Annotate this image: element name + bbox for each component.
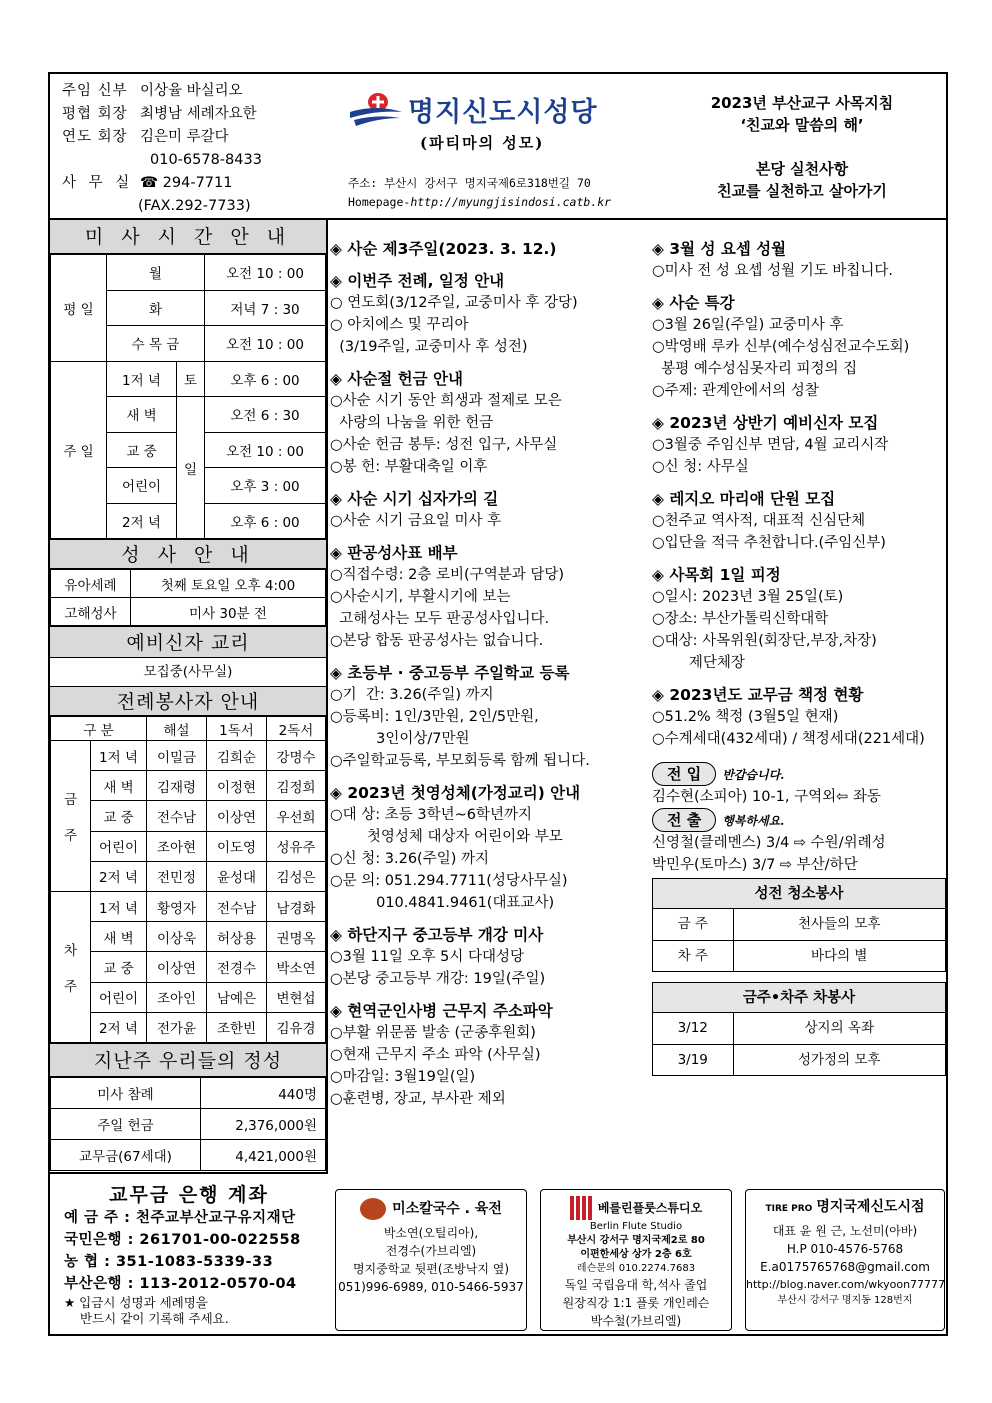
ad-line: 독일 국립음대 학,석사 졸업 [564, 1278, 708, 1292]
right-column [652, 236, 946, 1076]
news-heading: ◈ 사목회 1일 피정 [652, 566, 781, 584]
news-line: ○사순시기, 부활시기에 보는 [330, 589, 511, 605]
servers-name: 전민정 [147, 861, 207, 891]
news-line: 첫영성체 대상자 어린이와 부모 [330, 829, 563, 845]
cleaning-box [652, 878, 946, 972]
news-heading: ◈ 2023년도 교무금 책정 현황 [652, 686, 864, 704]
servers-name: 허상용 [207, 922, 267, 952]
move-out-greeting: 행복하세요. [722, 814, 785, 828]
mass-time: 오후 6 : 00 [205, 361, 326, 397]
news-line: 010.4841.9461(대표교사) [330, 895, 555, 911]
sacrament-name: 유아세례 [51, 570, 131, 598]
mass-day: 월 [107, 255, 205, 291]
servers-name: 강명수 [267, 741, 326, 771]
offering-value: 2,376,000원 [201, 1108, 326, 1139]
news-heading: ◈ 현역군인사병 근무지 주소파악 [330, 1002, 553, 1020]
news-line: ○봉 헌: 부활대축일 이후 [330, 459, 488, 475]
news-heading: ◈ 하단지구 중고등부 개강 미사 [330, 926, 544, 944]
bank-account-box [50, 1172, 328, 1336]
offering-value: 4,421,000원 [201, 1139, 326, 1170]
move-in [652, 762, 946, 808]
news-line: ○문 의: 051.294.7711(성당사무실) [330, 873, 568, 889]
ad-line: 부산시 강서구 명지동 128번지 [777, 1295, 913, 1306]
servers-name: 전가윤 [147, 1012, 207, 1042]
servers-week-label: 차 주 [51, 891, 91, 1042]
left-column [50, 220, 328, 1172]
news-line: ○사순 헌금 봉투: 성전 입구, 사무실 [330, 437, 558, 453]
ad-line: 부산시 강서구 명지국제2로 80 [567, 1235, 705, 1246]
ad-sub: Berlin Flute Studio [589, 1221, 683, 1232]
news-line: ○3월 26일(주일) 교중미사 후 [652, 317, 844, 333]
cleaning-group: 바다의 별 [733, 940, 945, 971]
news-line: ○미사 전 성 요셉 성월 기도 바칩니다. [652, 263, 894, 279]
servers-name: 권명옥 [267, 922, 326, 952]
news-line: 제단체장 [652, 655, 745, 671]
mass-times-title: 미 사 시 간 안 내 [50, 220, 326, 254]
ad-line: E.a0175765768@gmail.com [760, 1260, 930, 1274]
staff-info [62, 80, 262, 218]
news-line: ○3월 11일 오후 5시 다대성당 [330, 949, 525, 965]
ads-row [335, 1189, 946, 1335]
servers-name: 전수남 [147, 801, 207, 831]
servers-table [50, 716, 326, 1043]
tea-date: 3/12 [653, 1013, 733, 1044]
news-line: ○입단을 적극 추천합니다.(주임신부) [652, 535, 886, 551]
news-line: ○수계세대(432세대) / 책정세대(221세대) [652, 731, 925, 747]
tea-table [653, 1013, 945, 1075]
catechumen-title: 예비신자 교리 [50, 626, 326, 658]
servers-name: 조한빈 [207, 1012, 267, 1042]
bank-note: 반드시 같이 기록해 주세요. [80, 1311, 229, 1326]
staff-label: 연도 회장 [62, 129, 128, 145]
ad-line: 전경수(가브리엘) [385, 1244, 477, 1258]
news-line: ○신 청: 사무실 [652, 459, 749, 475]
parish-patron: (파티마의 성모) [420, 134, 545, 152]
news-line: ○주제: 관계안에서의 성찰 [652, 383, 819, 399]
news-heading: ◈ 초등부 · 중고등부 주일학교 등록 [330, 664, 570, 682]
news-line: ○사순 시기 금요일 미사 후 [330, 513, 502, 529]
news-heading: ◈ 사순 시기 십자가의 길 [330, 490, 499, 508]
news-line: (3/19주일, 교중미사 후 성전) [330, 339, 528, 355]
servers-name: 김유경 [267, 1012, 326, 1042]
ad-line: H.P 010-4576-5768 [786, 1242, 904, 1256]
offering-label: 주일 헌금 [51, 1108, 201, 1139]
saturday-mark: 토 [177, 361, 205, 397]
news-line: ○본당 합동 판공성사는 없습니다. [330, 633, 544, 649]
mass-time: 오전 6 : 30 [205, 397, 326, 433]
servers-name: 김재령 [147, 771, 207, 801]
news-line: 고해성사는 모두 판공성사입니다. [330, 611, 550, 627]
news-line: ○박영배 루카 신부(예수성심전교수도회) [652, 339, 910, 355]
news-line: 사랑의 나눔을 위한 헌금 [330, 415, 494, 431]
offering-label: 미사 참례 [51, 1077, 201, 1108]
servers-name: 황영자 [147, 891, 207, 921]
ad-line: http://blog.naver.com/wkyoon77777 [746, 1278, 946, 1291]
sacrament-table [50, 569, 326, 626]
servers-mass: 교 중 [91, 801, 147, 831]
ad-line: 051)996-6989, 010-5466-5937 [338, 1280, 524, 1294]
servers-name: 이상연 [207, 801, 267, 831]
ad-line: 박수철(가브리엘) [590, 1314, 682, 1328]
news-line: ○일시: 2023년 3월 25일(토) [652, 589, 844, 605]
servers-name: 이상연 [147, 952, 207, 982]
servers-header: 2독서 [267, 717, 326, 741]
move-out-entry: 신영철(클레멘스) 3/4 ⇨ 수원/위례성 [652, 835, 886, 851]
servers-name: 조아현 [147, 831, 207, 861]
servers-mass: 새 벽 [91, 922, 147, 952]
sacrament-title: 성 사 안 내 [50, 539, 326, 569]
ad-line: 명지중학교 뒷편(조방낙지 옆) [352, 1262, 510, 1276]
ad-name: 미소칼국수 . 육전 [392, 1201, 502, 1217]
servers-name: 김정희 [267, 771, 326, 801]
servers-name: 윤성대 [207, 861, 267, 891]
ad-line: 대표 윤 원 근, 노선미(아바) [772, 1224, 918, 1238]
news-line: ○마감일: 3월19일(일) [330, 1069, 476, 1085]
parish-address: 주소: 부산시 강서구 명지국제6로318번길 70 [348, 176, 591, 190]
servers-mass: 어린이 [91, 831, 147, 861]
news-line: ○51.2% 책정 (3월5일 현재) [652, 709, 839, 725]
servers-mass: 2저 녁 [91, 1012, 147, 1042]
servers-name: 이정현 [207, 771, 267, 801]
news-line: ○주일학교등록, 부모회등록 함께 됩니다. [330, 753, 590, 769]
flute-logo-icon [570, 1196, 594, 1220]
news-line: ○직접수령: 2층 로비(구역분과 담당) [330, 567, 564, 583]
cleaning-group: 천사들의 모후 [733, 909, 945, 940]
pastoral-guideline [662, 92, 942, 202]
servers-name: 김성은 [267, 861, 326, 891]
news-line: ○본당 중고등부 개강: 19일(주일) [330, 971, 546, 987]
ad-noodle [335, 1189, 527, 1331]
servers-name: 성유주 [267, 831, 326, 861]
servers-week-label: 금 주 [51, 741, 91, 892]
servers-name: 남예은 [207, 982, 267, 1012]
staff-label: 주임 신부 [62, 83, 128, 99]
ad-flute [540, 1189, 732, 1331]
bank-line: 국민은행 : 261701-00-022558 [64, 1232, 301, 1248]
servers-mass: 어린이 [91, 982, 147, 1012]
tea-title: 금주•차주 차봉사 [653, 983, 945, 1013]
news-line: ○ 아치에스 및 꾸리아 [330, 317, 469, 333]
mass-slot: 교 중 [107, 432, 177, 468]
mass-time: 오전 10 : 00 [205, 326, 326, 362]
weekday-label: 평 일 [51, 255, 107, 362]
bank-line: 농 협 : 351-1083-5339-33 [64, 1254, 274, 1270]
servers-name: 변현섭 [267, 982, 326, 1012]
news-heading: ◈ 판공성사표 배부 [330, 544, 458, 562]
office-fax: (FAX.292-7733) [138, 198, 251, 214]
bank-line: 부산은행 : 113-2012-0570-04 [64, 1276, 297, 1292]
news-line: 3인이상/7만원 [330, 731, 470, 747]
mass-time: 오후 6 : 00 [205, 503, 326, 539]
news-line: ○사순 시기 동안 희생과 절제로 모은 [330, 393, 562, 409]
sunday-mark: 일 [177, 397, 205, 539]
mass-times-table [50, 254, 326, 539]
news-heading: ◈ 사순절 헌금 안내 [330, 370, 463, 388]
tea-group: 성가정의 모후 [733, 1044, 945, 1075]
staff-value: 김은미 루갈다 [140, 129, 229, 145]
move-in-greeting: 반갑습니다. [722, 768, 785, 782]
servers-mass: 새 벽 [91, 771, 147, 801]
news-line: ○대상: 사목위원(회장단,부장,차장) [652, 633, 877, 649]
servers-name: 이상욱 [147, 922, 207, 952]
middle-column [330, 236, 650, 1110]
servers-mass: 1저 녁 [91, 891, 147, 921]
servers-mass: 교 중 [91, 952, 147, 982]
servers-header: 구 분 [51, 717, 147, 741]
news-line: ○등록비: 1인/3만원, 2인/5만원, [330, 709, 539, 725]
office-phone: ☎ 294-7711 [140, 175, 233, 191]
news-line: ○ 연도회(3/12주일, 교중미사 후 강당) [330, 295, 578, 311]
news-line: ○현재 근무지 주소 파악 (사무실) [330, 1047, 541, 1063]
ad-line: 이편한세상 상가 2층 6호 [580, 1249, 692, 1260]
mass-time: 오전 10 : 00 [205, 432, 326, 468]
bank-title: 교무금 은행 계좌 [109, 1184, 269, 1206]
homepage-link[interactable]: http://myungjisindosi.catb.kr [410, 195, 612, 209]
offering-table [50, 1077, 326, 1171]
news-line: ○기 간: 3.26(주일) 까지 [330, 687, 494, 703]
mass-time: 저녁 7 : 30 [205, 290, 326, 326]
sunday-label: 주 일 [51, 361, 107, 539]
news-line: ○3월중 주임신부 면담, 4월 교리시작 [652, 437, 889, 453]
mass-time: 오후 3 : 00 [205, 468, 326, 504]
news-heading: ◈ 이번주 전례, 일정 안내 [330, 272, 505, 290]
news-line: 봉평 예수성심못자리 피정의 집 [652, 361, 858, 377]
news-line: ○장소: 부산가톨릭신학대학 [652, 611, 829, 627]
move-in-entry: 김수현(소피아) 10-1, 구역외⇦ 좌동 [652, 789, 881, 805]
guideline-theme: ‘친교와 말씀의 해’ [740, 116, 864, 134]
staff-phone: 010-6578-8433 [150, 152, 262, 168]
ad-name: 베를린플룻스튜디오 [597, 1201, 703, 1215]
staff-label: 평협 회장 [62, 106, 128, 122]
news-line: ○신 청: 3.26(주일) 까지 [330, 851, 490, 867]
ad-line: 레슨문의 010.2274.7683 [576, 1263, 696, 1274]
bank-note: ★ 입금시 성명과 세례명을 [64, 1295, 208, 1310]
offering-label: 교무금(67세대) [51, 1139, 201, 1170]
logo-mark-icon [348, 90, 404, 130]
staff-value: 최병남 세례자요한 [140, 106, 257, 122]
practice-title: 본당 실천사항 [755, 160, 849, 178]
office-label: 사 무 실 [62, 175, 134, 191]
practice-text: 친교를 실천하고 살아가기 [717, 182, 887, 200]
offering-title: 지난주 우리들의 정성 [50, 1043, 326, 1077]
parish-name: 명지신도시성당 [408, 97, 598, 128]
news-heading: ◈ 레지오 마리애 단원 모집 [652, 490, 836, 508]
tea-date: 3/19 [653, 1044, 733, 1075]
tea-group: 상지의 옥좌 [733, 1013, 945, 1044]
mass-slot: 2저 녁 [107, 503, 177, 539]
move-out-entry: 박민우(토마스) 3/7 ⇨ 부산/하단 [652, 857, 858, 873]
servers-name: 이밀금 [147, 741, 207, 771]
mass-day: 화 [107, 290, 205, 326]
servers-mass: 2저 녁 [91, 861, 147, 891]
news-line: ○훈련병, 장교, 부사관 제외 [330, 1091, 506, 1107]
ad-name: 명지국제신도시점 [816, 1199, 925, 1215]
servers-name: 전경수 [207, 952, 267, 982]
news-heading: ◈ 3월 성 요셉 성월 [652, 240, 787, 258]
news-line: ○대 상: 초등 3학년~6학년까지 [330, 807, 533, 823]
bulletin-frame [48, 72, 948, 1336]
bowl-icon [360, 1198, 386, 1220]
servers-name: 우선희 [267, 801, 326, 831]
servers-name: 남경화 [267, 891, 326, 921]
move-out-badge: 전 출 [652, 808, 716, 832]
cleaning-week: 차 주 [653, 940, 733, 971]
cleaning-table [653, 909, 945, 971]
servers-name: 조아인 [147, 982, 207, 1012]
guideline-title: 2023년 부산교구 사목지침 [710, 94, 894, 112]
move-in-badge: 전 입 [652, 762, 716, 786]
servers-name: 이도영 [207, 831, 267, 861]
mass-slot: 어린이 [107, 468, 177, 504]
sacrament-time: 미사 30분 전 [131, 598, 326, 626]
homepage-label: Homepage- [348, 195, 411, 209]
move-out [652, 808, 946, 876]
mass-slot: 1저 녁 [107, 361, 177, 397]
servers-name: 전수남 [207, 891, 267, 921]
catechumen-status: 모집중(사무실) [143, 664, 233, 680]
ad-line: 박소연(오틸리아), [383, 1226, 479, 1240]
ad-tire [745, 1189, 945, 1331]
news-heading: ◈ 사순 제3주일(2023. 3. 12.) [330, 240, 557, 258]
header [50, 74, 946, 220]
news-line: ○천주교 역사적, 대표적 신심단체 [652, 513, 866, 529]
servers-title: 전례봉사자 안내 [50, 686, 326, 716]
servers-header: 해설 [147, 717, 207, 741]
mass-time: 오전 10 : 00 [205, 255, 326, 291]
servers-mass: 1저 녁 [91, 741, 147, 771]
servers-header: 1독서 [207, 717, 267, 741]
offering-value: 440명 [201, 1077, 326, 1108]
news-line: ○부활 위문품 발송 (군종후원회) [330, 1025, 536, 1041]
ad-line: 원장직강 1:1 플롯 개인레슨 [562, 1296, 710, 1310]
sacrament-time: 첫째 토요일 오후 4:00 [131, 570, 326, 598]
tire-brand: TIRE PRO [765, 1204, 813, 1214]
cleaning-week: 금 주 [653, 909, 733, 940]
news-heading: ◈ 2023년 상반기 예비신자 모집 [652, 414, 879, 432]
cleaning-title: 성전 청소봉사 [653, 879, 945, 909]
address-block [348, 174, 611, 212]
staff-value: 이상율 바실리오 [140, 83, 243, 99]
tea-box [652, 982, 946, 1076]
servers-name: 김희순 [207, 741, 267, 771]
news-heading: ◈ 2023년 첫영성체(가정교리) 안내 [330, 784, 581, 802]
servers-name: 박소연 [267, 952, 326, 982]
mass-day: 수 목 금 [107, 326, 205, 362]
news-heading: ◈ 사순 특강 [652, 294, 735, 312]
sacrament-name: 고해성사 [51, 598, 131, 626]
bank-line: 예 금 주 : 천주교부산교구유지재단 [64, 1210, 296, 1226]
mass-slot: 새 벽 [107, 397, 177, 433]
